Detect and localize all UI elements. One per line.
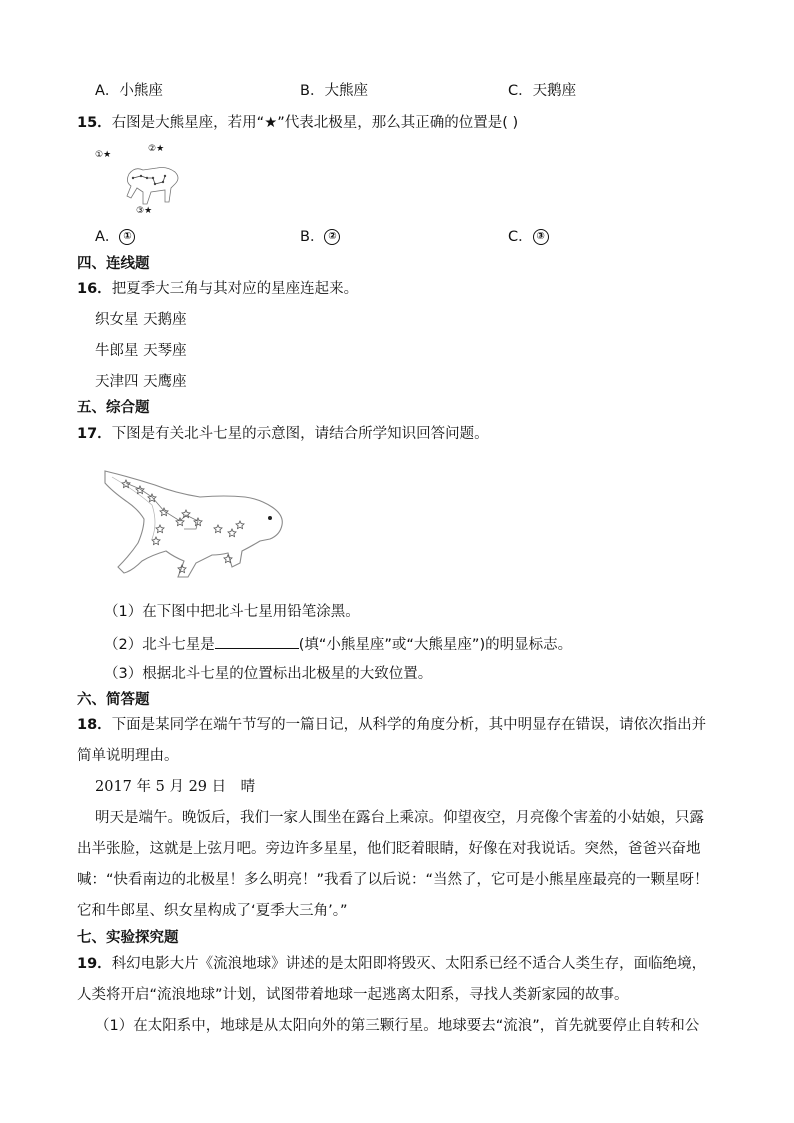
q19-question-line-2: 人类将开启“流浪地球”计划，试图带着地球一起逃离太阳系，寻找人类新家园的故事。 [77, 987, 629, 1003]
section-7-title: 七、实验探究题 [77, 930, 179, 946]
q18-text-1: 下面是某同学在端午节写的一篇日记，从科学的角度分析，其中明显存在错误，请依次指出并 [111, 717, 707, 733]
q14-option-c: C．天鹅座 [508, 83, 577, 99]
q16-row-3: 天津四 天鹰座 [95, 374, 187, 390]
q17-sub-2-before: （2）北斗七星是 [104, 637, 215, 653]
q15-option-c-letter: C． [508, 229, 533, 245]
q18-question-line-1 [77, 715, 706, 735]
q16-question [77, 279, 358, 299]
answer-blank [215, 633, 299, 649]
q16-text: 把夏季大三角与其对应的星座连起来。 [111, 281, 359, 297]
q16-number: 16． [77, 281, 112, 297]
figure-mark-1: ①★ [95, 150, 112, 160]
q18-diary-line-2: 出半张脸，这就是上弦月吧。旁边许多星星，他们眨着眼睛，好像在对我说话。突然，爸爸兴奋地 [77, 841, 701, 857]
q17-number: 17． [77, 426, 112, 442]
q16-row-1: 织女星 天鹅座 [95, 312, 187, 328]
bear-eye [268, 516, 272, 520]
q15-number: 15． [77, 115, 112, 131]
figure-mark-3: ③★ [136, 206, 153, 216]
q18-diary-line-1: 明天是端午。晚饭后，我们一家人围坐在露台上乘凉。仰望夜空，月亮像个害羞的小姑娘，只露 [95, 810, 704, 826]
q15-option-a-letter: A． [95, 229, 120, 245]
q18-diary-line-4: 它和牛郎星、织女星构成了‘夏季大三角’。” [77, 903, 348, 919]
q15-option-b-letter: B． [300, 229, 325, 245]
q17-sub-2 [104, 633, 572, 655]
q15-option-b [300, 227, 340, 247]
q15-question [77, 113, 518, 133]
q17-sub-2-after: (填“小熊星座”或“大熊星座”)的明显标志。 [298, 637, 573, 653]
q19-text-1: 科幻电影大片《流浪地球》讲述的是太阳即将毁灭、太阳系已经不适合人类生存，面临绝境， [111, 956, 707, 972]
q15-option-c [508, 227, 549, 247]
circled-3-icon: ③ [533, 229, 549, 245]
q17-sub-3: （3）根据北斗七星的位置标出北极星的大致位置。 [104, 666, 433, 682]
figure-mark-2: ②★ [148, 144, 165, 154]
q19-question-line-1 [77, 954, 706, 974]
section-5-title: 五、综合题 [77, 400, 150, 416]
section-4-title: 四、连线题 [77, 256, 150, 272]
q17-sub-1: （1）在下图中把北斗七星用铅笔涂黑。 [104, 604, 360, 620]
circled-2-icon: ② [324, 229, 340, 245]
q16-row-2: 牛郎星 天琴座 [95, 343, 187, 359]
q17-great-bear-figure [100, 463, 290, 583]
q18-question-line-2: 简单说明理由。 [77, 748, 179, 764]
great-bear-drawing [100, 463, 290, 583]
q14-option-b: B．大熊座 [300, 83, 368, 99]
small-bear-drawing [95, 142, 185, 220]
q17-question [77, 424, 489, 444]
q18-diary-date: 2017 年 5 月 29 日 晴 [95, 779, 256, 795]
q15-option-a [95, 227, 135, 247]
q18-diary-line-3: 喊：“快看南边的北极星！多么明亮！”我看了以后说：“当然了，它可是小熊星座最亮的一颗星呀！ [77, 872, 709, 888]
section-6-title: 六、简答题 [77, 692, 150, 708]
q15-text: 右图是大熊星座，若用“★”代表北极星，那么其正确的位置是( ) [111, 115, 519, 131]
circled-1-icon: ① [119, 229, 135, 245]
q19-number: 19． [77, 956, 112, 972]
q19-sub-1: （1）在太阳系中，地球是从太阳向外的第三颗行星。地球要去“流浪”，首先就要停止自转和公 [95, 1018, 700, 1034]
q18-number: 18． [77, 717, 112, 733]
q15-big-dipper-figure [95, 142, 185, 220]
q14-option-a: A．小熊座 [95, 83, 163, 99]
q17-text: 下图是有关北斗七星的示意图，请结合所学知识回答问题。 [111, 426, 489, 442]
